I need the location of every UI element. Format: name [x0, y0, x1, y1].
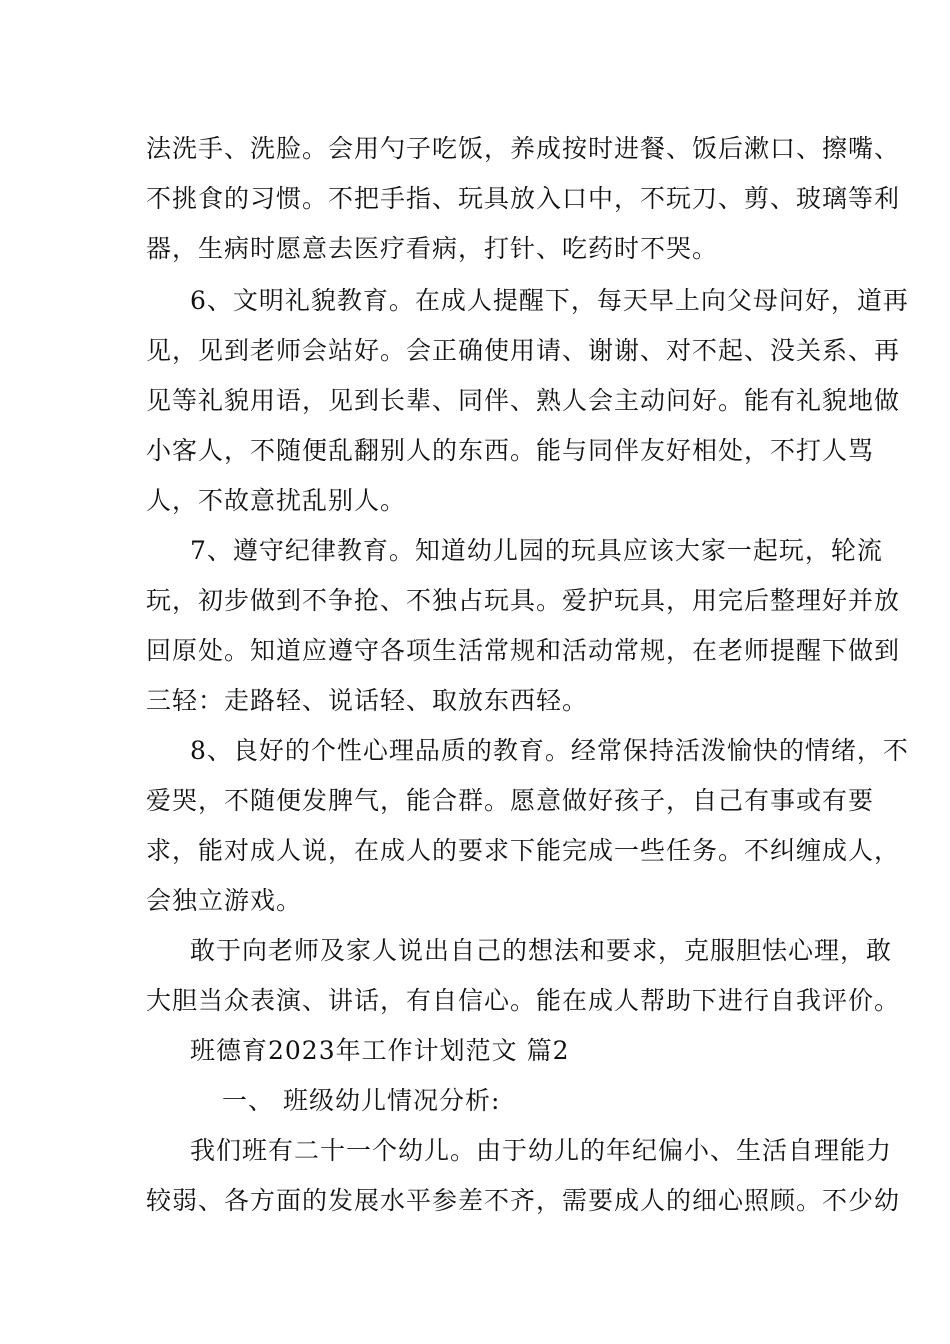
section-title: 班德育2023年工作计划范文 篇2: [190, 1036, 570, 1065]
text-line: 爱哭，不随便发脾气，能合群。愿意做好孩子，自己有事或有要: [146, 786, 875, 815]
paragraph-8-start: 8、良好的个性心理品质的教育。经常保持活泼愉快的情绪，不: [190, 736, 909, 765]
text-line: 大胆当众表演、讲话，有自信心。能在成人帮助下进行自我评价。: [146, 986, 901, 1015]
paragraph-6-start: 6、文明礼貌教育。在成人提醒下，每天早上向父母问好，道再: [190, 286, 909, 315]
paragraph-start: 敢于向老师及家人说出自己的想法和要求，克服胆怯心理，敢: [190, 936, 893, 965]
section-heading: 一、 班级幼儿情况分析:: [222, 1086, 501, 1115]
paragraph-7-start: 7、遵守纪律教育。知道幼儿园的玩具应该大家一起玩，轮流: [190, 536, 883, 565]
text-line: 人，不故意扰乱别人。: [146, 486, 407, 515]
text-line: 求，能对成人说，在成人的要求下能完成一些任务。不纠缠成人，: [146, 836, 901, 865]
text-line: 回原处。知道应遵守各项生活常规和活动常规，在老师提醒下做到: [146, 636, 901, 665]
text-line: 玩，初步做到不争抢、不独占玩具。爱护玩具，用完后整理好并放: [146, 586, 901, 615]
text-line: 见，见到老师会站好。会正确使用请、谢谢、对不起、没关系、再: [146, 336, 901, 365]
paragraph-start: 我们班有二十一个幼儿。由于幼儿的年纪偏小、生活自理能力: [190, 1136, 893, 1165]
text-line: 见等礼貌用语，见到长辈、同伴、熟人会主动问好。能有礼貌地做: [146, 386, 901, 415]
text-line: 小客人，不随便乱翻别人的东西。能与同伴友好相处，不打人骂: [146, 436, 875, 465]
text-line: 不挑食的习惯。不把手指、玩具放入口中，不玩刀、剪、玻璃等利: [146, 184, 901, 213]
text-line: 法洗手、洗脸。会用勺子吃饭，养成按时进餐、饭后漱口、擦嘴、: [146, 134, 901, 163]
text-line: 三轻：走路轻、说话轻、取放东西轻。: [146, 686, 589, 715]
text-line: 较弱、各方面的发展水平参差不齐，需要成人的细心照顾。不少幼: [146, 1186, 901, 1215]
text-line: 会独立游戏。: [146, 886, 303, 915]
text-line: 器，生病时愿意去医疗看病，打针、吃药时不哭。: [146, 234, 719, 263]
